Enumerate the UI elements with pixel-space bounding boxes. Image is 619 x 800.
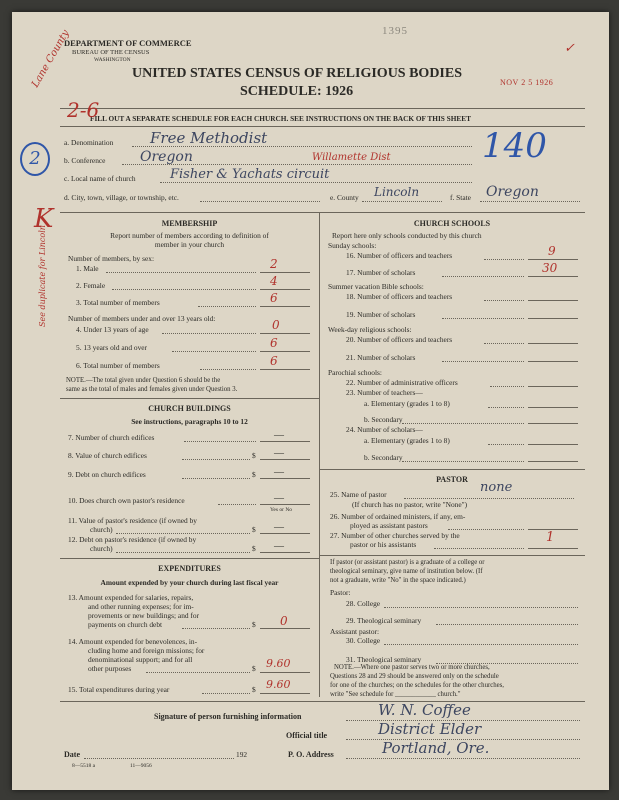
q21-label: 21. Number of scholars	[346, 353, 416, 362]
q16-label: 16. Number of officers and teachers	[346, 251, 453, 260]
membership-intro-2: member in your church	[154, 240, 225, 249]
q5-value[interactable]: 6	[270, 336, 278, 350]
q27-label-2: pastor or his assistants	[350, 540, 417, 549]
county-margin-note: Lane County	[30, 28, 72, 90]
q25-value[interactable]: none	[480, 480, 513, 495]
q14-value[interactable]: 9.60	[266, 657, 291, 670]
date-year: 192	[236, 750, 248, 759]
q27-value[interactable]: 1	[546, 530, 555, 545]
pastor-subheading: Pastor:	[330, 588, 351, 597]
county-label: e. County	[330, 193, 359, 202]
q12-label-1: 12. Debt on pastor's residence (if owned by	[68, 535, 197, 544]
q26-label-2: ployed as assistant pastors	[350, 521, 428, 530]
q2-value[interactable]: 4	[270, 274, 278, 288]
q16-value[interactable]: 9	[548, 244, 556, 258]
q11-label-1: 11. Value of pastor's residence (if owned by	[68, 516, 197, 525]
buildings-heading: CHURCH BUILDINGS	[148, 404, 231, 413]
bureau-city: WASHINGTON	[94, 57, 131, 63]
q15-dollar: $	[252, 685, 256, 694]
buildings-sub: See instructions, paragraphs 10 to 12	[131, 417, 248, 426]
by-sex-label: Number of members, by sex:	[68, 254, 154, 263]
q25-note: (If church has no pastor, write "None")	[352, 500, 468, 509]
q6-value[interactable]: 6	[270, 354, 278, 368]
q18-label: 18. Number of officers and teachers	[346, 292, 453, 301]
graduate-note-2: theological seminary, give name of institution below. (If	[330, 568, 483, 575]
q1-value[interactable]: 2	[270, 257, 278, 271]
form-subtitle: SCHEDULE: 1926	[240, 84, 354, 99]
q14-label-3: denominational support; and for all	[88, 655, 193, 664]
schools-sub: Report here only schools conducted by this church	[332, 231, 482, 240]
pastor-heading: PASTOR	[436, 475, 468, 484]
membership-intro-1: Report number of members according to definition of	[110, 231, 269, 240]
q9-label: 9. Debt on church edifices	[68, 470, 146, 479]
q3-label: 3. Total number of members	[76, 298, 160, 307]
official-title-value[interactable]: District Elder	[378, 720, 482, 738]
q11-label-2: church)	[90, 525, 113, 534]
q31-label: 31. Theological seminary	[346, 655, 422, 664]
yes-no-hint: Yes or No	[270, 507, 293, 513]
q17-value[interactable]: 30	[542, 261, 558, 275]
q13-label-3: provements or new buildings; and for	[88, 611, 200, 620]
signature-value[interactable]: W. N. Coffee	[378, 701, 471, 719]
pastor-note-2: Questions 28 and 29 should be answered only on the schedule	[330, 673, 499, 680]
q9-dollar: $	[252, 470, 256, 479]
weekday-label: Week-day religious schools:	[328, 325, 412, 334]
code-margin-note: 2-6	[67, 98, 100, 122]
q14-label-1: 14. Amount expended for benevolences, in-	[68, 637, 198, 646]
denomination-label: a. Denomination	[64, 138, 114, 147]
duplicate-margin-note: See duplicate for Lincoln	[38, 225, 47, 327]
q2-label: 2. Female	[76, 281, 106, 290]
q23-label: 23. Number of teachers—	[346, 388, 423, 397]
membership-heading: MEMBERSHIP	[161, 219, 218, 228]
bureau-name: BUREAU OF THE CENSUS	[72, 49, 150, 56]
parochial-label: Parochial schools:	[328, 368, 382, 377]
q27-label-1: 27. Number of other churches served by the	[330, 531, 460, 540]
county-value[interactable]: Lincoln	[374, 185, 420, 199]
q10-value[interactable]: —	[274, 493, 284, 504]
q25-label: 25. Name of pastor	[330, 490, 387, 499]
q29-label: 29. Theological seminary	[346, 616, 422, 625]
q23b-label: b. Secondary	[364, 415, 403, 424]
q11-dollar: $	[252, 525, 256, 534]
q13-value[interactable]: 0	[280, 614, 288, 628]
q8-value[interactable]: —	[274, 448, 284, 459]
q28-label: 28. College	[346, 599, 381, 608]
q10-label: 10. Does church own pastor's residence	[68, 496, 185, 505]
schools-heading: CHURCH SCHOOLS	[413, 219, 491, 228]
q4-label: 4. Under 13 years of age	[76, 325, 149, 334]
q8-dollar: $	[252, 451, 256, 460]
q13-label-1: 13. Amount expended for salaries, repairs,	[68, 593, 194, 602]
po-address-label: P. O. Address	[288, 750, 334, 759]
q17-label: 17. Number of scholars	[346, 268, 416, 277]
conference-value[interactable]: Oregon	[140, 149, 193, 165]
q23a-label: a. Elementary (grades 1 to 8)	[364, 399, 450, 408]
q24-label: 24. Number of scholars—	[346, 425, 423, 434]
q8-label: 8. Value of church edifices	[68, 451, 147, 460]
membership-note-1: NOTE.—The total given under Question 6 should be the	[66, 377, 221, 384]
q7-value[interactable]: —	[274, 430, 284, 441]
q30-label: 30. College	[346, 636, 381, 645]
date-label: Date	[64, 750, 80, 759]
under-over-label: Number of members under and over 13 years old:	[68, 314, 216, 323]
q13-label-2: and other running expenses; for im-	[88, 602, 194, 611]
q15-value[interactable]: 9.60	[266, 678, 291, 691]
q1-label: 1. Male	[76, 264, 99, 273]
q14-dollar: $	[252, 664, 256, 673]
q14-label-4: other purposes	[88, 664, 132, 673]
form-number: 8—5518 a	[72, 763, 96, 769]
expenditures-sub: Amount expended by your church during last fiscal year	[100, 578, 279, 587]
q22-label: 22. Number of administrative officers	[346, 378, 458, 387]
form-number-2: 11—9056	[130, 763, 152, 769]
pastor-note-3: for one of the churches; on the schedules for the other churches,	[330, 682, 505, 689]
q5-label: 5. 13 years old and over	[76, 343, 148, 352]
signature-label: Signature of person furnishing information	[154, 712, 302, 721]
local-name-value[interactable]: Fisher & Yachats circuit	[170, 167, 330, 182]
classification-code: 140	[482, 126, 547, 166]
official-title-label: Official title	[286, 731, 328, 740]
received-date-stamp: NOV 2 5 1926	[500, 78, 554, 87]
city-label: d. City, town, village, or township, etc.	[64, 193, 179, 202]
conference-label: b. Conference	[64, 156, 106, 165]
q26-label-1: 26. Number of ordained ministers, if any, em-	[330, 512, 466, 521]
q4-value[interactable]: 0	[272, 318, 280, 332]
q6-label: 6. Total number of members	[76, 361, 160, 370]
q3-value[interactable]: 6	[270, 291, 278, 305]
assistant-subheading: Assistant pastor:	[330, 627, 380, 636]
q9-value[interactable]: —	[274, 467, 284, 478]
denomination-value[interactable]: Free Methodist	[150, 129, 268, 147]
membership-note-2: same as the total of males and females given under Question 3.	[66, 386, 238, 393]
pastor-note-4: write "See schedule for ____________ church."	[330, 691, 461, 698]
form-title: UNITED STATES CENSUS OF RELIGIOUS BODIES	[132, 66, 463, 81]
circled-code: 2	[20, 142, 50, 176]
po-address-value[interactable]: Portland, Ore.	[382, 739, 490, 757]
pastor-note-1: NOTE.—Where one pastor serves two or more churches,	[334, 664, 490, 671]
q15-label: 15. Total expenditures during year	[68, 685, 170, 694]
q12-label-2: church)	[90, 544, 113, 553]
check-mark: ✓	[564, 41, 575, 56]
expenditures-heading: EXPENDITURES	[158, 564, 221, 573]
local-name-label: c. Local name of church	[64, 174, 136, 183]
graduate-note-1: If pastor (or assistant pastor) is a graduate of a college or	[330, 559, 485, 566]
q12-value[interactable]: —	[274, 541, 284, 552]
department-name: DEPARTMENT OF COMMERCE	[64, 38, 192, 48]
state-value[interactable]: Oregon	[486, 184, 539, 200]
q13-dollar: $	[252, 620, 256, 629]
q24a-label: a. Elementary (grades 1 to 8)	[364, 436, 450, 445]
q20-label: 20. Number of officers and teachers	[346, 335, 453, 344]
q12-dollar: $	[252, 544, 256, 553]
q19-label: 19. Number of scholars	[346, 310, 416, 319]
conference-district[interactable]: Willamette Dist	[312, 152, 391, 163]
graduate-note-3: not a graduate, write "No" in the space indicated.)	[330, 577, 466, 584]
form-instruction: FILL OUT A SEPARATE SCHEDULE FOR EACH CHURCH. SEE INSTRUCTIONS ON THE BACK OF THIS SHEET	[90, 114, 472, 123]
census-schedule-sheet	[12, 12, 609, 790]
k-margin-mark: K	[34, 204, 54, 234]
q11-value[interactable]: —	[274, 522, 284, 533]
state-label: f. State	[450, 193, 471, 202]
summer-label: Summer vacation Bible schools:	[328, 282, 424, 291]
q7-label: 7. Number of church edifices	[68, 433, 155, 442]
q24b-label: b. Secondary	[364, 453, 403, 462]
serial-number: 1395	[382, 25, 408, 37]
q13-label-4: payments on church debt	[88, 620, 163, 629]
sunday-label: Sunday schools:	[328, 241, 377, 250]
q14-label-2: cluding home and foreign missions; for	[88, 646, 205, 655]
